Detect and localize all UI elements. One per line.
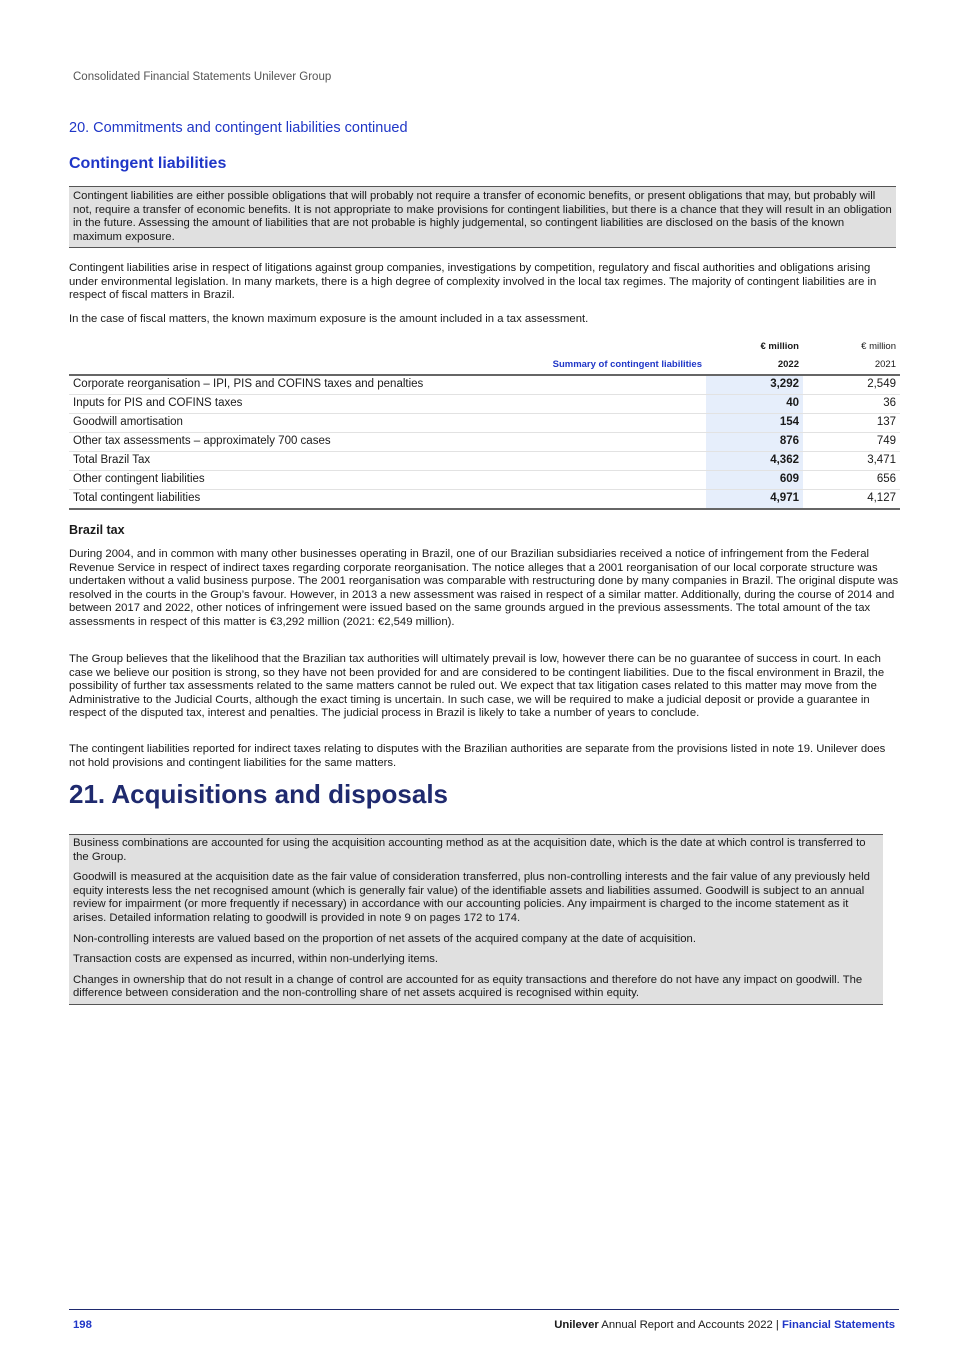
table-row	[69, 375, 900, 395]
contingent-liabilities-table	[69, 338, 900, 510]
paragraph: The contingent liabilities reported for indirect taxes relating to disputes with the Brazilian authorities are separate from the provisions listed in note 19. Unilever does not hold provisions and contingent liabilities for the same matters.	[69, 743, 886, 769]
value-2021: 137	[803, 414, 900, 433]
table-row	[69, 395, 900, 414]
year-2021: 2021	[803, 356, 900, 375]
value-2022: 4,971	[706, 490, 803, 510]
footer-section-link[interactable]: Financial Statements	[781, 1319, 895, 1331]
section-21-heading: 21. Acquisitions and disposals	[69, 779, 449, 809]
value-2021: 36	[803, 395, 900, 414]
policy-text: Business combinations are accounted for using the acquisition accounting method as at the acquisition date, which is the date at which control is transferred to the Group.	[73, 837, 866, 863]
table-row-total	[69, 452, 900, 471]
value-2021: 2,549	[803, 375, 900, 395]
row-label: Other tax assessments – approximately 700 cases	[69, 433, 706, 452]
table-row	[69, 471, 900, 490]
footer-brand: Unilever	[554, 1319, 599, 1331]
paragraph: The Group believes that the likelihood that the Brazilian tax authorities will ultimately prevail is low, however there can be no guarantee of success in court. In each case we believe our position is strong, so they have not been provided for and are considered to be contingent liabilities. Due to the fiscal environment in Brazil, the possibility of further tax assessments related to the same matters cannot be ruled out. We expect that tax litigation cases related to this matter may move from the Administrative to the Judicial Courts, although the exact timing is uncertain. In such case, we will be required to make a judicial deposit or provide a guarantee in respect of the disputed tax, interest and penalties. The judicial process in Brazil is likely to take a number of years to conclude.	[69, 653, 885, 720]
policy-text: Contingent liabilities are either possible obligations that will probably not require a transfer of economic benefits, or present obligations that may, but probably will not, require a transfer of economic benefits. It is not appropriate to make provisions for contingent liabilities, but there is a chance that they will result in an obligation in the future. Assessing the amount of liabilities that are not probable is highly judgemental, so contingent liabilities are disclosed on the basis of the known maximum exposure.	[73, 190, 892, 243]
value-2022: 876	[706, 433, 803, 452]
year-2022: 2022	[706, 356, 803, 375]
policy-box	[69, 834, 883, 1005]
value-2022: 40	[706, 395, 803, 414]
value-2021: 4,127	[803, 490, 900, 510]
policy-text: Non-controlling interests are valued based on the proportion of net assets of the acquired company at the date of acquisition.	[73, 932, 696, 945]
row-label: Total Brazil Tax	[69, 452, 706, 471]
row-label: Goodwill amortisation	[69, 414, 706, 433]
value-2021: 749	[803, 433, 900, 452]
footer-title	[554, 1319, 895, 1333]
running-header: Consolidated Financial Statements Unilever Group	[73, 71, 332, 83]
table-row	[69, 433, 900, 452]
table-row	[69, 414, 900, 433]
contingent-liabilities-heading: Contingent liabilities	[69, 155, 227, 172]
footer-divider	[69, 1309, 899, 1310]
unit-2021: € million	[861, 341, 896, 353]
table-row-total	[69, 490, 900, 510]
page-number: 198	[73, 1319, 92, 1331]
policy-text: Transaction costs are expensed as incurred, within non-underlying items.	[73, 953, 439, 966]
value-2021: 3,471	[803, 452, 900, 471]
policy-text: Goodwill is measured at the acquisition date as the fair value of consideration transferred, plus non-controlling interests and the fair value of any previously held equity interests less the net recognised amount (which is generally fair value) of the identifiable assets and liabilities assumed. Goodwill is subject to an annual review for impairment (or more frequently if necessary) in accordance with our accounting policies. Any impairment is charged to the income statement as it arises. Detailed information relating to goodwill is provided in note 9 on pages 172 to 174.	[73, 871, 870, 924]
section-continued-heading: 20. Commitments and contingent liabilities continued	[69, 120, 408, 136]
unit-2022: € million	[760, 341, 799, 353]
value-2021: 656	[803, 471, 900, 490]
paragraph: In the case of fiscal matters, the known maximum exposure is the amount included in a tax assessment.	[69, 313, 589, 325]
row-label: Inputs for PIS and COFINS taxes	[69, 395, 706, 414]
paragraph: During 2004, and in common with many other businesses operating in Brazil, one of our Brazilian subsidiaries received a notice of infringement from the Federal Revenue Service in respect of indirect taxes regarding corporate reorganisation. The notice alleges that a 2001 reorganisation of our local corporate structure was undertaken without a valid business purpose. The 2001 reorganisation was comparable with restructuring done by many companies in Brazil. The original dispute was resolved in the courts in the Group’s favour. However, in 2013 a new assessment was raised in respect of a similar matter. Additionally, during the course of 2014 and between 2017 and 2022, other notices of infringement were issued based on the same grounds argued in the previous assessments. The total amount of the tax assessments in respect of this matter is €3,292 million (2021: €2,549 million).	[69, 548, 899, 628]
row-label: Other contingent liabilities	[69, 471, 706, 490]
paragraph: Contingent liabilities arise in respect of litigations against group companies, investigations by competition, regulatory and fiscal authorities and obligations arising under environmental legislation. In many markets, there is a high degree of complexity involved in the local tax regimes. The majority of contingent liabilities are in respect of fiscal matters in Brazil.	[69, 262, 877, 302]
policy-text: Changes in ownership that do not result in a change of control are accounted for as equity transactions and therefore do not have any impact on goodwill. The difference between consideration and the non-controlling share of net assets acquired is recognised within equity.	[73, 973, 863, 1000]
row-label: Corporate reorganisation – IPI, PIS and COFINS taxes and penalties	[69, 375, 706, 395]
value-2022: 609	[706, 471, 803, 490]
value-2022: 154	[706, 414, 803, 433]
table-title: Summary of contingent liabilities	[69, 356, 706, 375]
brazil-tax-heading: Brazil tax	[69, 523, 125, 537]
footer-report: Annual Report and Accounts 2022 |	[598, 1319, 782, 1331]
value-2022: 3,292	[706, 375, 803, 395]
value-2022: 4,362	[706, 452, 803, 471]
policy-box	[69, 186, 896, 248]
row-label: Total contingent liabilities	[69, 490, 706, 510]
